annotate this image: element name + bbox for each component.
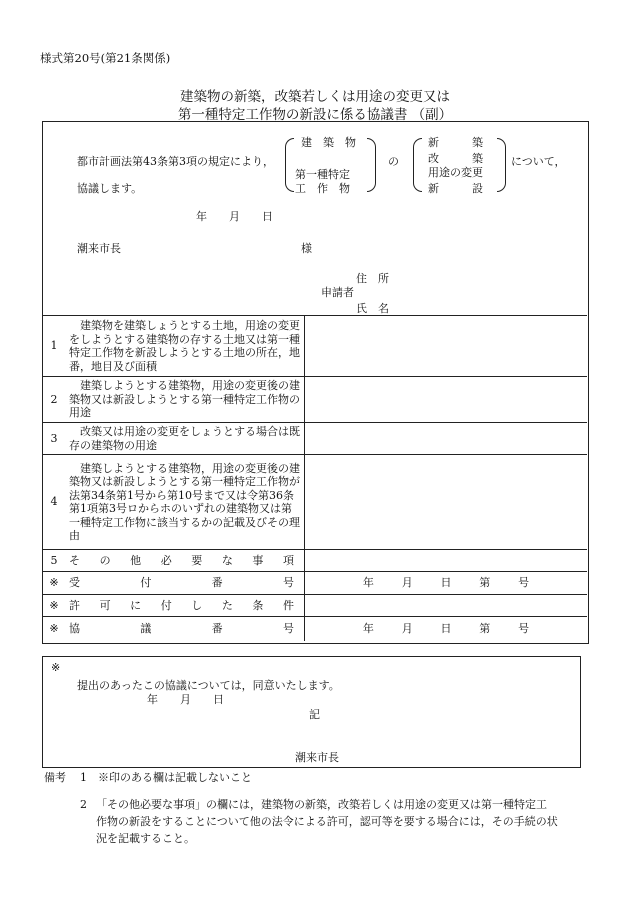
receipt-date-cell[interactable] xyxy=(305,572,588,595)
option-new-build[interactable]: 新 築 xyxy=(428,136,483,149)
application-date[interactable]: 年 月 日 xyxy=(196,210,273,223)
right-brace-action xyxy=(497,138,506,192)
label-char: た xyxy=(221,598,233,612)
option-structure-line1[interactable]: 第一種特定 xyxy=(295,168,350,181)
month-label: 月 xyxy=(401,622,413,635)
row-description: 改築又は用途の変更をしょうとする場合は既存の建築物の用途 xyxy=(65,423,305,455)
office-use-mark: ※ xyxy=(43,617,65,641)
label-char: の xyxy=(99,553,111,567)
row-input-cell[interactable] xyxy=(305,316,588,377)
option-building[interactable]: 建 築 物 xyxy=(301,136,356,149)
option-use-change[interactable]: 用途の変更 xyxy=(428,166,483,179)
number-suffix: 号 xyxy=(518,576,530,590)
consultation-date-cell[interactable] xyxy=(305,617,588,641)
row-description xyxy=(65,617,305,641)
note-2-line2: 作物の新設をすることについて他の法令による許可，認可等を要する場合には，その手続の状 xyxy=(96,815,558,828)
label-char: な xyxy=(221,553,233,567)
label-char: 件 xyxy=(282,598,294,612)
note-1-text: ※印のある欄は記載しないこと xyxy=(98,771,252,784)
label-char: そ xyxy=(69,553,80,567)
honorific-sama: 様 xyxy=(301,242,312,255)
row-input-cell[interactable] xyxy=(305,377,588,423)
note-2-line1: 「その他必要な事項」の欄には，建築物の新築，改築若しくは用途の変更又は第一種特定工 xyxy=(96,798,547,811)
office-use-mark: ※ xyxy=(51,661,61,674)
particle-no: の xyxy=(388,155,399,168)
address-label: 住 所 xyxy=(356,272,389,285)
row-number: 2 xyxy=(43,377,65,423)
label-char: 項 xyxy=(282,553,294,567)
day-label: 日 xyxy=(440,622,452,635)
row-description: 建築しようとする建築物，用途の変更後の建築物又は新設しようとする第一種特定工作物の用途 xyxy=(65,377,305,423)
label-char: 協 xyxy=(69,622,80,635)
row-number: 3 xyxy=(43,423,65,455)
label-char: 付 xyxy=(160,598,172,612)
form-number: 様式第20号(第21条関係) xyxy=(40,51,171,65)
month-label: 月 xyxy=(401,576,413,590)
note-2-number: 2 xyxy=(80,798,87,811)
label-char: 事 xyxy=(252,553,264,567)
label-char: 番 xyxy=(211,576,223,590)
label-char: 可 xyxy=(99,598,111,612)
row-description: 建築物を建築しょうとする土地，用途の変更をしようとする建築物の存する土地又は第一種特定工作物を新設しようとする土地の所在，地番，地目及び面積 xyxy=(65,316,305,377)
label-char: 許 xyxy=(69,598,80,612)
name-label: 氏 名 xyxy=(356,302,389,315)
note-1-number: 1 xyxy=(80,771,87,784)
option-new-install[interactable]: 新 設 xyxy=(428,182,483,195)
number-prefix: 第 xyxy=(479,576,491,590)
row-input-cell[interactable] xyxy=(305,550,588,572)
left-brace-action xyxy=(413,138,422,192)
consult-statement: 協議します。 xyxy=(77,182,143,195)
row-number: 5 xyxy=(43,550,65,572)
label-char: 他 xyxy=(130,553,142,567)
right-brace-target xyxy=(367,138,376,192)
notes-label: 備考 xyxy=(44,771,66,784)
row-number: 4 xyxy=(43,455,65,550)
label-char: 必 xyxy=(160,553,172,567)
label-char: 付 xyxy=(140,576,152,590)
agreement-signer: 潮来市長 xyxy=(295,751,339,764)
table-row-receipt-number xyxy=(43,572,587,595)
row-number: 1 xyxy=(43,316,65,377)
table-row-consultation-number xyxy=(43,617,587,641)
year-label: 年 xyxy=(362,622,374,635)
left-brace-target xyxy=(285,138,294,192)
note-2-line3: 況を記載すること。 xyxy=(96,832,195,845)
label-char: 条 xyxy=(252,598,264,612)
about-text: について， xyxy=(511,155,566,168)
agreement-text: 提出のあったこの協議については，同意いたします。 xyxy=(77,679,340,692)
number-suffix: 号 xyxy=(518,622,530,635)
label-char: 号 xyxy=(282,576,294,590)
row-description xyxy=(65,550,305,572)
table-row xyxy=(43,316,587,377)
row-description xyxy=(65,595,305,617)
table-row xyxy=(43,455,587,550)
option-structure-line2[interactable]: 工 作 物 xyxy=(295,182,350,195)
conditions-cell[interactable] xyxy=(305,595,588,617)
label-char: に xyxy=(130,598,142,612)
document-title-line1: 建築物の新築，改築若しくは用途の変更又は xyxy=(180,89,450,105)
table-row-other-matters xyxy=(43,550,587,572)
option-rebuild[interactable]: 改 築 xyxy=(428,152,483,165)
row-description: 建築しようとする建築物，用途の変更後の建築物又は新設しようとする第一種特定工作物が法第34条第1号から第10号まで又は令第36条第1項第3号ロからホのいずれの建築物又は第一種特定工作物に該当するかの記載及びその理由 xyxy=(65,455,305,550)
law-reference: 都市計画法第43条第3項の規定により， xyxy=(77,155,274,168)
row-input-cell[interactable] xyxy=(305,423,588,455)
recipient-mayor: 潮来市長 xyxy=(77,242,121,255)
office-use-mark: ※ xyxy=(43,595,65,617)
number-prefix: 第 xyxy=(479,622,491,635)
year-label: 年 xyxy=(362,576,374,590)
applicant-label: 申請者 xyxy=(321,286,354,299)
label-char: 番 xyxy=(211,622,223,635)
agreement-date[interactable]: 年 月 日 xyxy=(147,693,224,706)
row-input-cell[interactable] xyxy=(305,455,588,550)
items-table xyxy=(43,315,587,641)
label-char: 議 xyxy=(140,622,152,635)
label-char: 要 xyxy=(191,553,203,567)
day-label: 日 xyxy=(440,576,452,590)
table-row xyxy=(43,423,587,455)
table-row xyxy=(43,377,587,423)
label-char: 受 xyxy=(69,576,80,590)
consultation-form-box xyxy=(42,121,589,644)
label-char: し xyxy=(191,598,203,612)
document-title-line2: 第一種特定工作物の新設に係る協議書 （副） xyxy=(177,107,453,123)
agreement-box xyxy=(42,656,581,768)
office-use-mark: ※ xyxy=(43,572,65,595)
row-description xyxy=(65,572,305,595)
label-char: 号 xyxy=(282,622,294,635)
table-row-conditions xyxy=(43,595,587,617)
ki-label: 記 xyxy=(309,708,320,721)
